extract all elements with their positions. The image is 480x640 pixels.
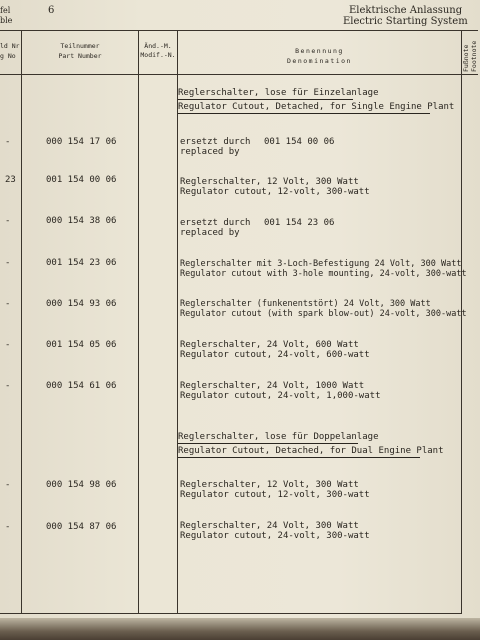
table-header-rule bbox=[0, 74, 478, 75]
section-heading-single bbox=[178, 88, 455, 114]
ill-no: - bbox=[5, 340, 11, 350]
ill-no: - bbox=[5, 480, 11, 490]
ill-no: - bbox=[5, 522, 11, 532]
part-number: 000 154 61 06 bbox=[46, 381, 117, 391]
part-number: 000 154 38 06 bbox=[46, 216, 117, 226]
col-part-de: Teilnummer bbox=[60, 42, 100, 50]
ill-no: - bbox=[5, 216, 11, 226]
description-de: Reglerschalter mit 3-Loch-Befestigung 24 Volt, 300 Watt bbox=[180, 259, 462, 269]
description-de: Reglerschalter, 12 Volt, 300 Watt bbox=[180, 480, 359, 490]
part-number: 001 154 05 06 bbox=[46, 340, 117, 350]
part-number: 001 154 00 06 bbox=[46, 175, 117, 185]
section-underline bbox=[178, 457, 420, 458]
section-heading-dual bbox=[178, 432, 444, 458]
col-divider-3 bbox=[177, 30, 178, 613]
page-edge-shadow bbox=[0, 618, 480, 640]
col-footnote-de: Fußnote bbox=[462, 44, 470, 72]
replacement-part: 001 154 23 06 bbox=[264, 218, 335, 228]
part-number: 001 154 23 06 bbox=[46, 258, 117, 268]
ill-no: 23 bbox=[5, 175, 16, 185]
col-footnote-en: Footnote bbox=[470, 40, 478, 72]
col-ill-no-en: g No bbox=[0, 52, 16, 60]
section-underline bbox=[178, 99, 353, 100]
description-en: replaced by bbox=[180, 228, 240, 238]
part-number: 000 154 87 06 bbox=[46, 522, 117, 532]
section-heading-dual-de: Reglerschalter, lose für Doppelanlage bbox=[178, 432, 379, 442]
description-en: replaced by bbox=[180, 147, 240, 157]
section-title-de: Elektrische Anlassung bbox=[349, 5, 463, 16]
ill-no: - bbox=[5, 381, 11, 391]
description-de: ersetzt durch bbox=[180, 137, 251, 147]
page-label-de: fel bbox=[0, 6, 11, 15]
ill-no: - bbox=[5, 299, 11, 309]
replacement-part: 001 154 00 06 bbox=[264, 137, 335, 147]
description-de: Reglerschalter, 24 Volt, 600 Watt bbox=[180, 340, 359, 350]
col-denom-de: Benennung bbox=[295, 47, 344, 55]
col-mod-de: Änd.-M. bbox=[144, 42, 172, 50]
col-denom-en: Denomination bbox=[287, 57, 352, 65]
description-en: Regulator cutout, 24-volt, 300-watt bbox=[180, 531, 370, 541]
description-en: Regulator cutout, 12-volt, 300-watt bbox=[180, 187, 370, 197]
col-divider-4 bbox=[461, 30, 462, 613]
table-bottom-rule bbox=[0, 613, 462, 614]
section-heading-dual-en: Regulator Cutout, Detached, for Dual Engine Plant bbox=[178, 446, 444, 456]
description-de: Reglerschalter, 24 Volt, 300 Watt bbox=[180, 521, 359, 531]
col-mod-en: Modif.-N. bbox=[140, 51, 176, 59]
col-divider-2 bbox=[138, 30, 139, 613]
description-en: Regulator cutout, 12-volt, 300-watt bbox=[180, 490, 370, 500]
col-divider-1 bbox=[21, 30, 22, 613]
col-part-en: Part Number bbox=[58, 52, 102, 60]
description-de: Reglerschalter, 24 Volt, 1000 Watt bbox=[180, 381, 365, 391]
description-en: Regulator cutout (with spark blow-out) 24-volt, 300-watt bbox=[180, 309, 467, 319]
description-en: Regulator cutout, 24-volt, 1,000-watt bbox=[180, 391, 381, 401]
part-number: 000 154 17 06 bbox=[46, 137, 117, 147]
table-top-rule bbox=[0, 30, 478, 31]
section-heading-single-de: Reglerschalter, lose für Einzelanlage bbox=[178, 88, 379, 98]
description-de: Reglerschalter, 12 Volt, 300 Watt bbox=[180, 177, 359, 187]
section-heading-single-en: Regulator Cutout, Detached, for Single Engine Plant bbox=[178, 102, 455, 112]
col-ill-no-de: ld Nr bbox=[0, 42, 20, 50]
part-number: 000 154 98 06 bbox=[46, 480, 117, 490]
description-de: Reglerschalter (funkenentstört) 24 Volt, 300 Watt bbox=[180, 299, 431, 309]
ill-no: - bbox=[5, 258, 11, 268]
section-underline bbox=[178, 113, 430, 114]
part-number: 000 154 93 06 bbox=[46, 299, 117, 309]
description-en: Regulator cutout with 3-hole mounting, 24-volt, 300-watt bbox=[180, 269, 467, 279]
section-title-en: Electric Starting System bbox=[343, 16, 468, 27]
page-label-en: ble bbox=[0, 16, 13, 25]
section-underline bbox=[178, 443, 358, 444]
page-number: 6 bbox=[48, 5, 55, 16]
ill-no: - bbox=[5, 137, 11, 147]
description-en: Regulator cutout, 24-volt, 600-watt bbox=[180, 350, 370, 360]
description-de: ersetzt durch bbox=[180, 218, 251, 228]
